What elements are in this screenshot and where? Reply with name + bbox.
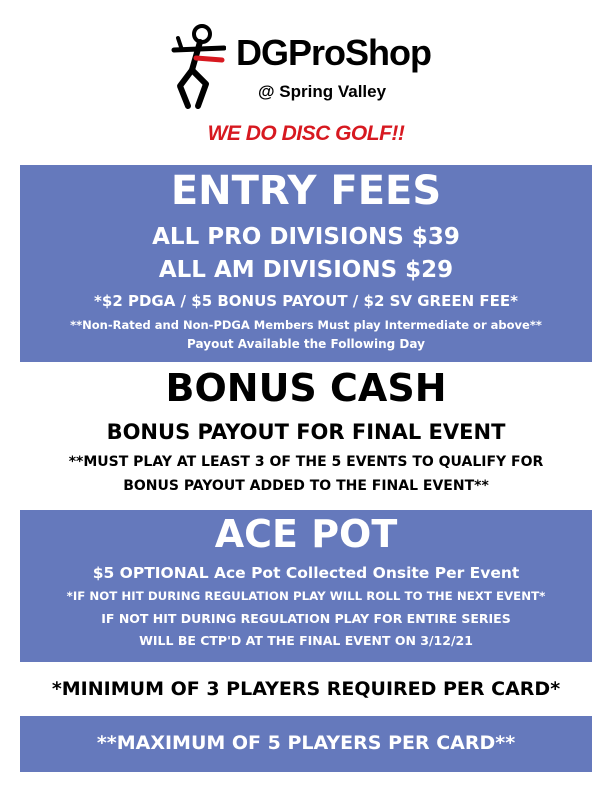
ace-pot-line-2: *IF NOT HIT DURING REGULATION PLAY WILL ROLL TO THE NEXT EVENT* [66,589,546,603]
bonus-cash-subheading: BONUS PAYOUT FOR FINAL EVENT [106,420,506,444]
brand-name: DGProShop [236,32,431,73]
membership-note: **Non-Rated and Non-PDGA Members Must play Intermediate or above** [70,318,542,332]
maximum-players-note: **MAXIMUM OF 5 PLAYERS PER CARD** [96,732,516,754]
brand-location: @ Spring Valley [258,82,387,101]
pro-fee: ALL PRO DIVISIONS $39 [152,224,460,250]
tagline: WE DO DISC GOLF!! [207,122,405,145]
bonus-cash-line-2: BONUS PAYOUT ADDED TO THE FINAL EVENT** [123,478,489,494]
ace-pot-line-3: IF NOT HIT DURING REGULATION PLAY FOR ENTIRE SERIES [101,611,511,626]
ace-pot-heading: ACE POT [214,512,398,556]
minimum-players-note: *MINIMUM OF 3 PLAYERS REQUIRED PER CARD* [51,678,561,700]
bonus-cash-heading: BONUS CASH [165,366,447,410]
fee-breakdown: *$2 PDGA / $5 BONUS PAYOUT / $2 SV GREEN FEE* [94,292,518,310]
entry-fees-heading: ENTRY FEES [170,168,442,214]
disc-golfer-icon [166,24,226,110]
am-fee: ALL AM DIVISIONS $29 [158,257,454,283]
bonus-cash-line-1: **MUST PLAY AT LEAST 3 OF THE 5 EVENTS TO QUALIFY FOR [68,454,544,470]
payout-note: Payout Available the Following Day [187,337,425,351]
ace-pot-line-1: $5 OPTIONAL Ace Pot Collected Onsite Per Event [92,564,520,582]
ace-pot-line-4: WILL BE CTP'D AT THE FINAL EVENT ON 3/12/21 [139,633,473,648]
